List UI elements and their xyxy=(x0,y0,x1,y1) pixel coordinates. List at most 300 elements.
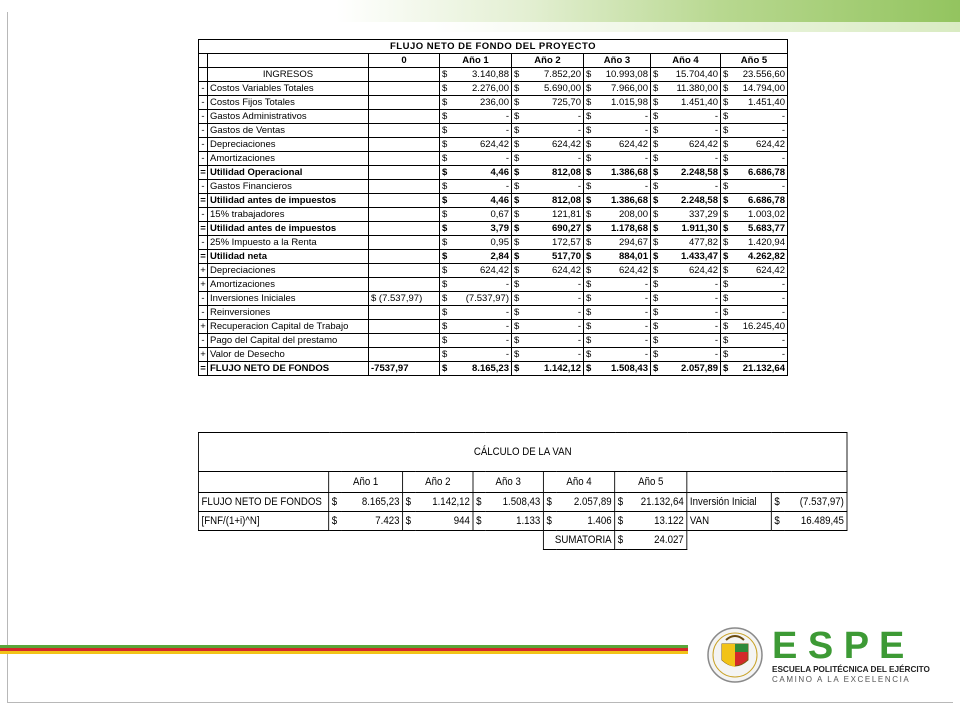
currency-symbol: $ xyxy=(440,320,452,334)
row-value-year-2: 624,42 xyxy=(524,138,584,152)
row-value-year-4: - xyxy=(663,292,721,306)
van-header-year-2: Año 2 xyxy=(403,472,473,493)
flujo-row xyxy=(199,250,788,264)
row-value-year-3: - xyxy=(596,348,651,362)
row-value-year-0 xyxy=(369,180,440,194)
row-sign: = xyxy=(200,251,206,262)
currency-symbol: $ xyxy=(651,110,663,124)
row-value-year-2: 725,70 xyxy=(524,96,584,110)
currency-symbol: $ xyxy=(440,334,452,348)
currency-symbol: $ xyxy=(440,166,452,180)
currency-symbol: $ xyxy=(440,236,452,250)
row-value-year-2: - xyxy=(524,348,584,362)
van-disc-y1: 7.423 xyxy=(341,512,403,531)
van-disc-y3: 1.133 xyxy=(485,512,543,531)
flujo-row xyxy=(199,110,788,124)
row-sign: = xyxy=(200,363,206,374)
header-gradient-fade xyxy=(0,22,960,32)
header-year-0: 0 xyxy=(369,54,440,68)
row-value-year-5: - xyxy=(733,334,788,348)
row-value-year-4: 2.248,58 xyxy=(663,166,721,180)
van-fnf-y2: 1.142,12 xyxy=(415,493,473,512)
row-value-year-3: - xyxy=(596,292,651,306)
currency-symbol: $ xyxy=(721,236,733,250)
row-value-year-4: 11.380,00 xyxy=(663,82,721,96)
row-value-year-5: 23.556,60 xyxy=(733,68,788,82)
row-value-year-4: - xyxy=(663,180,721,194)
currency-symbol: $ xyxy=(512,166,524,180)
row-value-year-5: - xyxy=(733,292,788,306)
currency-symbol: $ xyxy=(512,110,524,124)
header-year-4: Año 4 xyxy=(651,54,721,68)
row-value-year-5: - xyxy=(733,124,788,138)
van-disc-y5: 13.122 xyxy=(627,512,687,531)
row-value-year-4: - xyxy=(663,320,721,334)
currency-symbol: $ xyxy=(721,124,733,138)
van-fnf-y4: 2.057,89 xyxy=(556,493,615,512)
row-value-year-4: - xyxy=(663,152,721,166)
flujo-row xyxy=(199,138,788,152)
row-value-year-5: - xyxy=(733,152,788,166)
currency-symbol: $ xyxy=(584,96,596,110)
row-value-year-4: 2.248,58 xyxy=(663,194,721,208)
logo-espe-letters: E S P E xyxy=(772,625,905,667)
row-value-year-0 xyxy=(369,82,440,96)
currency-symbol: $ xyxy=(721,320,733,334)
row-value-year-5: 624,42 xyxy=(733,264,788,278)
row-label: Amortizaciones xyxy=(208,152,369,166)
currency-symbol: $ xyxy=(721,82,733,96)
currency-symbol: $ xyxy=(584,110,596,124)
row-value-year-0 xyxy=(369,334,440,348)
row-sign: = xyxy=(200,195,206,206)
currency-symbol: $ xyxy=(584,348,596,362)
row-value-year-1: 236,00 xyxy=(452,96,512,110)
flujo-row xyxy=(199,96,788,110)
row-value-year-3: 208,00 xyxy=(596,208,651,222)
flujo-row xyxy=(199,82,788,96)
currency-symbol: $ xyxy=(512,82,524,96)
flujo-row xyxy=(199,334,788,348)
flujo-row xyxy=(199,222,788,236)
row-value-year-5: 14.794,00 xyxy=(733,82,788,96)
van-header-year-3: Año 3 xyxy=(473,472,543,493)
currency-symbol: $ xyxy=(584,222,596,236)
row-value-year-0 xyxy=(369,166,440,180)
van-fnf-y1: 8.165,23 xyxy=(341,493,403,512)
row-value-year-0 xyxy=(369,208,440,222)
espe-crest-icon xyxy=(708,628,762,682)
row-value-year-3: 1.386,68 xyxy=(596,194,651,208)
currency-symbol: $ xyxy=(512,362,524,376)
currency-symbol: $ xyxy=(721,292,733,306)
row-label: Utilidad neta xyxy=(208,250,369,264)
flujo-row xyxy=(199,236,788,250)
sumatoria-value: 24.027 xyxy=(627,531,687,550)
row-value-year-1: (7.537,97) xyxy=(452,292,512,306)
van-header-extra xyxy=(687,472,847,493)
row-value-year-4: - xyxy=(663,124,721,138)
row-value-year-5: 624,42 xyxy=(733,138,788,152)
currency-symbol: $ xyxy=(721,208,733,222)
row-label: Pago del Capital del prestamo xyxy=(208,334,369,348)
row-value-year-0 xyxy=(369,152,440,166)
currency-symbol: $ xyxy=(651,96,663,110)
van-inversion-value: (7.537,97) xyxy=(784,493,847,512)
espe-logo xyxy=(700,620,950,690)
flujo-row xyxy=(199,68,788,82)
row-value-year-2: 7.852,20 xyxy=(524,68,584,82)
flujo-neto-table xyxy=(198,39,788,376)
currency-symbol: $ xyxy=(651,222,663,236)
row-value-year-2: 517,70 xyxy=(524,250,584,264)
currency-symbol: $ xyxy=(512,152,524,166)
flujo-row xyxy=(199,292,788,306)
flujo-row xyxy=(199,194,788,208)
currency-symbol: $ xyxy=(584,152,596,166)
row-value-year-2: 690,27 xyxy=(524,222,584,236)
row-label: 15% trabajadores xyxy=(208,208,369,222)
currency-symbol: $ xyxy=(512,320,524,334)
currency-symbol: $ xyxy=(721,362,733,376)
slide-left-border xyxy=(7,12,8,702)
row-value-year-2: 1.142,12 xyxy=(524,362,584,376)
flujo-row xyxy=(199,124,788,138)
van-header-year-4: Año 4 xyxy=(543,472,614,493)
row-value-year-3: - xyxy=(596,124,651,138)
currency-symbol: $ xyxy=(721,334,733,348)
row-value-year-0 xyxy=(369,264,440,278)
currency-symbol: $ xyxy=(584,320,596,334)
currency-symbol: $ xyxy=(440,250,452,264)
currency-symbol: $ xyxy=(512,236,524,250)
row-label: Reinversiones xyxy=(208,306,369,320)
flujo-row xyxy=(199,264,788,278)
row-value-year-0 xyxy=(369,278,440,292)
currency-symbol: $ xyxy=(651,236,663,250)
row-value-year-0 xyxy=(369,96,440,110)
row-value-year-5: 21.132,64 xyxy=(733,362,788,376)
currency-symbol: $ xyxy=(440,68,452,82)
row-value-year-4: 1.451,40 xyxy=(663,96,721,110)
logo-line2: CAMINO A LA EXCELENCIA xyxy=(772,675,911,684)
row-value-year-5: 6.686,78 xyxy=(733,194,788,208)
row-sign: - xyxy=(199,334,208,348)
currency-symbol: $ xyxy=(651,362,663,376)
van-inversion-label: Inversión Inicial xyxy=(687,493,771,512)
row-label: Valor de Desecho xyxy=(208,348,369,362)
row-value-year-2: - xyxy=(524,180,584,194)
row-value-year-5: 1.420,94 xyxy=(733,236,788,250)
row-sign: + xyxy=(200,321,206,332)
row-value-year-3: - xyxy=(596,152,651,166)
flujo-row xyxy=(199,348,788,362)
row-label: Gastos de Ventas xyxy=(208,124,369,138)
row-value-year-0 xyxy=(369,124,440,138)
currency-symbol: $ xyxy=(584,138,596,152)
row-value-year-0 xyxy=(369,250,440,264)
currency-symbol: $ xyxy=(651,208,663,222)
row-value-year-0 xyxy=(369,320,440,334)
currency-symbol: $ xyxy=(512,138,524,152)
row-value-year-4: - xyxy=(663,110,721,124)
currency-symbol: $ xyxy=(440,222,452,236)
row-sign: + xyxy=(200,265,206,276)
currency-symbol: $ xyxy=(584,124,596,138)
currency-symbol: $ xyxy=(440,180,452,194)
currency-symbol: $ xyxy=(512,222,524,236)
currency-symbol: $ xyxy=(651,82,663,96)
currency-symbol: $ xyxy=(440,306,452,320)
van-disc-y4: 1.406 xyxy=(556,512,615,531)
currency-symbol: $ xyxy=(584,250,596,264)
van-header-blank xyxy=(198,472,328,493)
row-value-year-5: 5.683,77 xyxy=(733,222,788,236)
currency-symbol: $ xyxy=(584,334,596,348)
row-value-year-1: 2,84 xyxy=(452,250,512,264)
header-year-5: Año 5 xyxy=(721,54,788,68)
currency-symbol: $ xyxy=(721,166,733,180)
row-sign: - xyxy=(199,180,208,194)
currency-symbol: $ xyxy=(440,194,452,208)
currency-symbol: $ xyxy=(651,334,663,348)
row-value-year-1: - xyxy=(452,124,512,138)
flujo-row xyxy=(199,362,788,376)
row-label: Utilidad Operacional xyxy=(208,166,369,180)
row-label: Gastos Administrativos xyxy=(208,110,369,124)
row-value-year-3: 1.015,98 xyxy=(596,96,651,110)
row-value-year-1: - xyxy=(452,180,512,194)
row-value-year-5: 1.003,02 xyxy=(733,208,788,222)
row-sign: - xyxy=(199,110,208,124)
row-value-year-3: 1.386,68 xyxy=(596,166,651,180)
slide-bottom-border xyxy=(7,702,953,703)
currency-symbol: $ xyxy=(721,152,733,166)
currency-symbol: $ xyxy=(721,250,733,264)
currency-symbol: $ xyxy=(584,292,596,306)
currency-symbol: $ xyxy=(584,208,596,222)
currency-symbol: $ xyxy=(584,278,596,292)
currency-symbol: $ xyxy=(440,264,452,278)
currency-symbol: $ xyxy=(440,138,452,152)
flujo-row xyxy=(199,278,788,292)
row-value-year-0 xyxy=(369,222,440,236)
row-value-year-1: 4,46 xyxy=(452,194,512,208)
row-label: Costos Fijos Totales xyxy=(208,96,369,110)
row-label: Utilidad antes de impuestos xyxy=(208,222,369,236)
currency-symbol: $ xyxy=(721,222,733,236)
currency-symbol: $ xyxy=(440,292,452,306)
currency-symbol: $ xyxy=(440,348,452,362)
row-value-year-2: - xyxy=(524,334,584,348)
currency-symbol: $ xyxy=(721,68,733,82)
header-gradient-band xyxy=(0,0,960,22)
currency-symbol: $ xyxy=(584,68,596,82)
row-value-year-5: - xyxy=(733,306,788,320)
row-value-year-2: - xyxy=(524,278,584,292)
row-value-year-2: - xyxy=(524,292,584,306)
van-row-fnf-label: FLUJO NETO DE FONDOS xyxy=(198,493,328,512)
row-value-year-1: - xyxy=(452,110,512,124)
row-value-year-3: 294,67 xyxy=(596,236,651,250)
row-value-year-5: - xyxy=(733,180,788,194)
row-value-year-3: - xyxy=(596,180,651,194)
currency-symbol: $ xyxy=(651,152,663,166)
row-value-year-5: 16.245,40 xyxy=(733,320,788,334)
van-row-discount-label: [FNF/(1+i)^N] xyxy=(198,512,328,531)
row-value-year-0 xyxy=(369,236,440,250)
sumatoria-label: SUMATORIA xyxy=(543,531,614,550)
currency-symbol: $ xyxy=(512,124,524,138)
currency-symbol: $ xyxy=(651,320,663,334)
row-value-year-1: 3,79 xyxy=(452,222,512,236)
row-value-year-4: 2.057,89 xyxy=(663,362,721,376)
header-year-1: Año 1 xyxy=(440,54,512,68)
row-value-year-4: - xyxy=(663,306,721,320)
currency-symbol: $ xyxy=(512,348,524,362)
row-sign: + xyxy=(200,279,206,290)
currency-symbol: $ xyxy=(512,278,524,292)
header-year-3: Año 3 xyxy=(584,54,651,68)
row-value-year-2: - xyxy=(524,152,584,166)
currency-symbol: $ xyxy=(584,264,596,278)
row-label: Gastos Financieros xyxy=(208,180,369,194)
currency-symbol: $ xyxy=(584,362,596,376)
row-value-year-1: 2.276,00 xyxy=(452,82,512,96)
row-value-year-4: - xyxy=(663,348,721,362)
row-value-year-3: 1.178,68 xyxy=(596,222,651,236)
currency-symbol: $ xyxy=(440,96,452,110)
row-value-year-4: 624,42 xyxy=(663,264,721,278)
row-value-year-3: - xyxy=(596,110,651,124)
header-year-2: Año 2 xyxy=(512,54,584,68)
row-value-year-0 xyxy=(369,348,440,362)
row-sign: - xyxy=(199,138,208,152)
van-title: CÁLCULO DE LA VAN xyxy=(198,433,847,472)
row-sign: = xyxy=(200,167,206,178)
row-value-year-3: - xyxy=(596,306,651,320)
row-value-year-5: 1.451,40 xyxy=(733,96,788,110)
currency-symbol: $ xyxy=(721,180,733,194)
van-value: 16.489,45 xyxy=(784,512,847,531)
flujo-table-title: FLUJO NETO DE FONDO DEL PROYECTO xyxy=(199,40,788,54)
flujo-row xyxy=(199,306,788,320)
row-sign: = xyxy=(200,223,206,234)
van-table: CÁLCULO DE LA VAN Año 1 Año 2 Año 3 Año 4 Año 5 FLUJO NETO DE FONDOS $ 8.165,23 $ 1.142,12 $ 1.508,43 $ 2.057,89 $ 21.132,64 Inversión Inicial $ (7.537,97) [FNF/(1+i)^N] $ 7.423 $ 944 $ 1.133 $ 1.406 $ 13.122 VAN $ 16.489,45 SUMATORIA $ 24.027 xyxy=(198,432,847,550)
row-value-year-2: 812,08 xyxy=(524,166,584,180)
currency-symbol: $ xyxy=(651,68,663,82)
row-sign: - xyxy=(199,236,208,250)
row-label: 25% Impuesto a la Renta xyxy=(208,236,369,250)
row-label: Recuperacion Capital de Trabajo xyxy=(208,320,369,334)
row-value-year-0: -7537,97 xyxy=(369,362,440,376)
row-value-year-4: 15.704,40 xyxy=(663,68,721,82)
currency-symbol: $ xyxy=(584,180,596,194)
van-label: VAN xyxy=(687,512,771,531)
currency-symbol: $ xyxy=(512,96,524,110)
row-value-year-1: - xyxy=(452,320,512,334)
currency-symbol: $ xyxy=(651,348,663,362)
currency-symbol: $ xyxy=(651,264,663,278)
row-value-year-1: 624,42 xyxy=(452,264,512,278)
currency-symbol: $ xyxy=(440,208,452,222)
row-value-year-1: 0,95 xyxy=(452,236,512,250)
currency-symbol: $ xyxy=(512,250,524,264)
row-value-year-1: 8.165,23 xyxy=(452,362,512,376)
row-value-year-1: - xyxy=(452,348,512,362)
currency-symbol: $ xyxy=(651,292,663,306)
row-value-year-2: 121,81 xyxy=(524,208,584,222)
flujo-row xyxy=(199,166,788,180)
row-sign: - xyxy=(199,292,208,306)
row-value-year-0: $ (7.537,97) xyxy=(369,292,440,306)
row-value-year-5: - xyxy=(733,278,788,292)
currency-symbol: $ xyxy=(584,306,596,320)
row-value-year-3: 10.993,08 xyxy=(596,68,651,82)
row-label: Costos Variables Totales xyxy=(208,82,369,96)
van-fnf-y3: 1.508,43 xyxy=(485,493,543,512)
currency-symbol: $ xyxy=(512,334,524,348)
currency-symbol: $ xyxy=(721,306,733,320)
row-value-year-2: 624,42 xyxy=(524,264,584,278)
brand-stripe-yellow xyxy=(0,651,688,654)
row-value-year-2: - xyxy=(524,110,584,124)
currency-symbol: $ xyxy=(651,306,663,320)
row-value-year-3: - xyxy=(596,278,651,292)
flujo-row xyxy=(199,320,788,334)
row-sign xyxy=(199,68,208,82)
row-sign: - xyxy=(199,306,208,320)
row-label: Inversiones Iniciales xyxy=(208,292,369,306)
row-value-year-1: 0,67 xyxy=(452,208,512,222)
row-value-year-3: 624,42 xyxy=(596,138,651,152)
row-value-year-3: 624,42 xyxy=(596,264,651,278)
row-value-year-1: - xyxy=(452,334,512,348)
flujo-row xyxy=(199,208,788,222)
currency-symbol: $ xyxy=(512,264,524,278)
row-label: Amortizaciones xyxy=(208,278,369,292)
currency-symbol: $ xyxy=(440,82,452,96)
row-value-year-1: 4,46 xyxy=(452,166,512,180)
row-sign: - xyxy=(199,96,208,110)
row-value-year-0 xyxy=(369,194,440,208)
row-value-year-1: - xyxy=(452,278,512,292)
currency-symbol: $ xyxy=(721,264,733,278)
currency-symbol: $ xyxy=(440,110,452,124)
row-value-year-5: - xyxy=(733,348,788,362)
row-value-year-3: 1.508,43 xyxy=(596,362,651,376)
currency-symbol: $ xyxy=(721,110,733,124)
row-sign: - xyxy=(199,208,208,222)
currency-symbol: $ xyxy=(512,68,524,82)
row-value-year-1: - xyxy=(452,306,512,320)
currency-symbol: $ xyxy=(651,180,663,194)
row-value-year-5: 6.686,78 xyxy=(733,166,788,180)
row-value-year-4: - xyxy=(663,334,721,348)
logo-line1: ESCUELA POLITÉCNICA DEL EJÉRCITO xyxy=(772,665,930,674)
row-value-year-0 xyxy=(369,306,440,320)
row-value-year-4: 1.911,30 xyxy=(663,222,721,236)
row-value-year-4: 477,82 xyxy=(663,236,721,250)
flujo-row xyxy=(199,152,788,166)
van-disc-y2: 944 xyxy=(415,512,473,531)
row-value-year-3: 7.966,00 xyxy=(596,82,651,96)
row-label: Depreciaciones xyxy=(208,138,369,152)
currency-symbol: $ xyxy=(721,278,733,292)
currency-symbol: $ xyxy=(651,166,663,180)
row-value-year-4: 624,42 xyxy=(663,138,721,152)
row-value-year-2: 172,57 xyxy=(524,236,584,250)
